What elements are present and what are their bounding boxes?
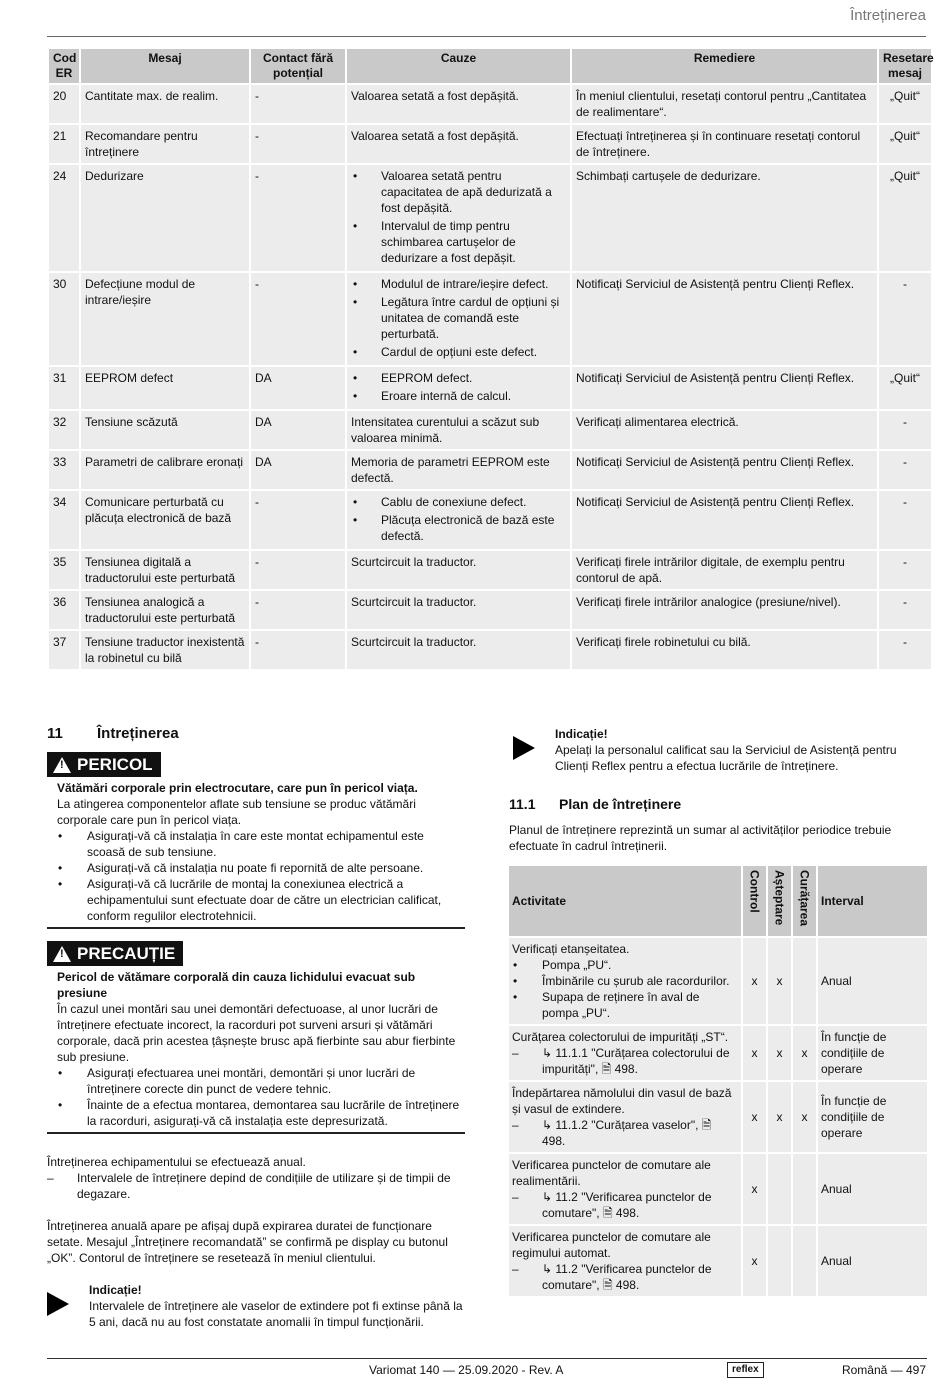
list-item: • Valoarea setată pentru capacitatea de apă dedurizată a fost depășită.: [351, 168, 566, 216]
table-cell: 32: [49, 411, 79, 449]
activity-title: Verificarea punctelor de comutare ale regimului automat.: [512, 1230, 711, 1260]
table-row: [49, 491, 931, 549]
clean-mark: x: [793, 1082, 816, 1152]
note-box: [509, 726, 927, 774]
section-heading: [47, 726, 465, 742]
col-contact: Contact fără potențial: [251, 49, 345, 83]
causes-cell: [347, 125, 570, 163]
danger-title: Vătămări corporale prin electrocutare, care pun în pericol viața.: [57, 781, 418, 795]
interval-cell: Anual: [818, 1226, 927, 1296]
table-cell: Defecțiune modul de intrare/ieșire: [81, 273, 249, 365]
list-item: • Asigurați efectuarea unei montări, demontări și unor lucrări de întreținere corecte din punct de vedere tehnic.: [57, 1065, 465, 1097]
clean-mark: [793, 1226, 816, 1296]
subsection-heading: [509, 796, 927, 812]
table-cell: Recomandare pentru întreținere: [81, 125, 249, 163]
table-cell: -: [879, 491, 931, 549]
causes-cell: [347, 591, 570, 629]
subsection-title: Plan de întreținere: [559, 796, 682, 812]
section-number: 11: [47, 725, 63, 742]
error-table: [47, 47, 933, 671]
table-cell: -: [251, 591, 345, 629]
reflex-logo: reflex: [727, 1362, 764, 1378]
divider: [47, 927, 465, 929]
interval-cell: În funcție de condițiile de operare: [818, 1082, 927, 1152]
table-cell: 31: [49, 367, 79, 409]
table-row: [49, 551, 931, 589]
table-cell: -: [251, 631, 345, 669]
cause-text: Intensitatea curentului a scăzut sub valoarea minimă.: [351, 415, 540, 445]
table-row: [49, 591, 931, 629]
table-row: [509, 1154, 927, 1224]
list-item: • EEPROM defect.: [351, 370, 566, 386]
table-cell: Parametri de calibrare eronați: [81, 451, 249, 489]
table-cell: 33: [49, 451, 79, 489]
list-item: • Supapa de reținere în aval de pompa „PU“.: [512, 989, 738, 1021]
cross-reference-link[interactable]: – ↳ 11.1.1 "Curățarea colectorului de impurități", 🗎 498.: [512, 1045, 738, 1077]
wait-mark: [768, 1154, 791, 1224]
note-text: Apelați la personalul calificat sau la Serviciul de Asistență pentru Clienți Reflex pentru a efectua lucrările de întreținere.: [555, 743, 897, 773]
col-clean: Curățarea: [793, 866, 816, 936]
table-cell: Tensiune traductor inexistentă la robinetul cu bilă: [81, 631, 249, 669]
interval-cell: Anual: [818, 938, 927, 1024]
list-item: • Asigurați-vă că instalația nu poate fi repornită de alte persoane.: [57, 860, 465, 876]
col-interval: Interval: [818, 866, 927, 936]
caution-badge: ! PRECAUȚIE: [47, 941, 183, 966]
cross-reference-link[interactable]: – ↳ 11.1.2 "Curățarea vaselor", 🗎 498.: [512, 1117, 738, 1149]
cross-reference-link[interactable]: – ↳ 11.2 "Verificarea punctelor de comutare", 🗎 498.: [512, 1189, 738, 1221]
causes-cell: [347, 273, 570, 365]
activity-cell: [509, 1226, 741, 1296]
col-causes: Cauze: [347, 49, 570, 83]
table-cell: -: [251, 165, 345, 271]
table-cell: Verificați alimentarea electrică.: [572, 411, 877, 449]
table-row: [49, 367, 931, 409]
col-remedy: Remediere: [572, 49, 877, 83]
table-row: [49, 411, 931, 449]
table-cell: Notificați Serviciul de Asistență pentru Clienți Reflex.: [572, 491, 877, 549]
causes-cell: [347, 631, 570, 669]
table-row: [509, 1026, 927, 1080]
activity-title: Curățarea colectorului de impurități „ST“.: [512, 1030, 729, 1044]
arrow-right-icon: [513, 736, 535, 760]
table-cell: -: [251, 85, 345, 123]
footer-divider: [47, 1358, 927, 1359]
table-cell: „Quit“: [879, 85, 931, 123]
caution-title: Pericol de vătămare corporală din cauza lichidului evacuat sub presiune: [57, 970, 416, 1000]
table-row: [49, 125, 931, 163]
warning-triangle-icon: [53, 757, 71, 773]
footer-doc: Variomat 140 — 25.09.2020 - Rev. A: [369, 1363, 564, 1377]
caution-list: [57, 1065, 465, 1129]
table-cell: „Quit“: [879, 125, 931, 163]
danger-text: La atingerea componentelor aflate sub tensiune se produc vătămări corporale care pun în pericol viața.: [57, 797, 416, 827]
list-item: • Înainte de a efectua montarea, demontarea sau lucrările de întreținere la racorduri, asigurați-vă că instalația este depresurizată.: [57, 1097, 465, 1129]
header-divider: [47, 36, 926, 37]
list-item: • Eroare internă de calcul.: [351, 388, 566, 404]
activity-cell: [509, 938, 741, 1024]
table-cell: -: [251, 491, 345, 549]
note-box: [47, 1282, 465, 1330]
cause-text: Scurtcircuit la traductor.: [351, 595, 477, 609]
table-row: [49, 85, 931, 123]
plan-intro: Planul de întreținere reprezintă un sumar al activităților periodice trebuie efectuate în cadrul întreținerii.: [509, 823, 892, 853]
list-item: • Pompa „PU“.: [512, 957, 738, 973]
col-reset: Resetare mesaj: [879, 49, 931, 83]
table-cell: 36: [49, 591, 79, 629]
interval-cell: Anual: [818, 1154, 927, 1224]
control-mark: x: [743, 1026, 766, 1080]
table-cell: Efectuați întreținerea și în continuare resetați contorul de întreținere.: [572, 125, 877, 163]
causes-cell: [347, 491, 570, 549]
table-cell: 35: [49, 551, 79, 589]
col-code: Cod ER: [49, 49, 79, 83]
section-title: Întreținerea: [97, 725, 179, 742]
note-title: Indicație!: [555, 727, 608, 741]
control-mark: x: [743, 1154, 766, 1224]
control-mark: x: [743, 1082, 766, 1152]
note-title: Indicație!: [89, 1283, 142, 1297]
cause-text: Valoarea setată a fost depășită.: [351, 89, 519, 103]
table-cell: „Quit“: [879, 367, 931, 409]
list-item: • Asigurați-vă că lucrările de montaj la conexiunea electrică a echipamentului sunt efectuate doar de către un electrician calificat, conform regulilor electrotehnicii.: [57, 876, 465, 924]
page-header-title: Întreținerea: [850, 7, 926, 24]
error-table-header: [49, 49, 931, 83]
list-item: • Asigurați-vă că instalația în care este montat echipamentul este scoasă de sub tensiune.: [57, 828, 465, 860]
activity-title: Îndepărtarea nămolului din vasul de bază și vasul de extindere.: [512, 1086, 732, 1116]
list-item: • Intervalul de timp pentru schimbarea cartușelor de dedurizare a fost depășit.: [351, 218, 566, 266]
causes-cell: [347, 411, 570, 449]
table-cell: Verificați firele intrărilor analogice (presiune/nivel).: [572, 591, 877, 629]
table-cell: -: [251, 125, 345, 163]
list-item: • Cablu de conexiune defect.: [351, 494, 566, 510]
table-cell: Cantitate max. de realim.: [81, 85, 249, 123]
cause-text: Valoarea setată a fost depășită.: [351, 129, 519, 143]
table-cell: -: [879, 451, 931, 489]
activity-cell: [509, 1082, 741, 1152]
table-row: [509, 1226, 927, 1296]
col-message: Mesaj: [81, 49, 249, 83]
table-row: [49, 631, 931, 669]
wait-mark: x: [768, 1082, 791, 1152]
danger-box: [47, 752, 465, 929]
danger-list: [57, 828, 465, 924]
table-cell: Tensiunea analogică a traductorului este perturbată: [81, 591, 249, 629]
arrow-right-icon: [47, 1292, 69, 1316]
table-cell: DA: [251, 367, 345, 409]
list-item: • Plăcuța electronică de bază este defectă.: [351, 512, 566, 544]
divider: [47, 1132, 465, 1134]
causes-cell: [347, 165, 570, 271]
table-cell: Notificați Serviciul de Asistență pentru Clienți Reflex.: [572, 273, 877, 365]
right-column: [509, 726, 927, 1298]
table-cell: Dedurizare: [81, 165, 249, 271]
col-wait: Așteptare: [768, 866, 791, 936]
caution-box: [47, 941, 465, 1134]
table-cell: Verificați firele robinetului cu bilă.: [572, 631, 877, 669]
table-cell: -: [879, 551, 931, 589]
list-item: • Cardul de opțiuni este defect.: [351, 344, 566, 360]
table-cell: 21: [49, 125, 79, 163]
wait-mark: x: [768, 938, 791, 1024]
cause-text: Scurtcircuit la traductor.: [351, 555, 477, 569]
wait-mark: x: [768, 1026, 791, 1080]
table-cell: În meniul clientului, resetați contorul pentru „Cantitatea de realimentare“.: [572, 85, 877, 123]
table-cell: EEPROM defect: [81, 367, 249, 409]
cross-reference-link[interactable]: – ↳ 11.2 "Verificarea punctelor de comutare", 🗎 498.: [512, 1261, 738, 1293]
table-cell: Tensiunea digitală a traductorului este perturbată: [81, 551, 249, 589]
table-cell: DA: [251, 451, 345, 489]
left-column: [47, 726, 465, 1330]
col-control: Control: [743, 866, 766, 936]
table-cell: -: [251, 273, 345, 365]
list-item: • Legătura între cardul de opțiuni și unitatea de comandă este perturbată.: [351, 294, 566, 342]
list-item: • Modulul de intrare/ieșire defect.: [351, 276, 566, 292]
table-cell: Comunicare perturbată cu plăcuța electronică de bază: [81, 491, 249, 549]
activity-title: Verificarea punctelor de comutare ale realimentării.: [512, 1158, 711, 1188]
warning-triangle-icon: [53, 946, 71, 962]
table-cell: Tensiune scăzută: [81, 411, 249, 449]
danger-badge: ! PERICOL: [47, 752, 161, 777]
table-cell: „Quit“: [879, 165, 931, 271]
table-row: [49, 451, 931, 489]
note-text: Intervalele de întreținere ale vaselor de extindere pot fi extinse până la 5 ani, dacă nu au fost constatate anomalii în timpul funcționării.: [89, 1299, 463, 1329]
list-item: • Îmbinările cu șurub ale racordurilor.: [512, 973, 738, 989]
table-cell: 34: [49, 491, 79, 549]
body-paragraph-1: Întreținerea echipamentului se efectuează anual.: [47, 1155, 306, 1169]
table-cell: Notificați Serviciul de Asistență pentru Clienți Reflex.: [572, 451, 877, 489]
table-row: [509, 1082, 927, 1152]
interval-cell: În funcție de condițiile de operare: [818, 1026, 927, 1080]
table-cell: 30: [49, 273, 79, 365]
causes-cell: [347, 85, 570, 123]
table-cell: 37: [49, 631, 79, 669]
table-cell: DA: [251, 411, 345, 449]
cause-text: Memoria de parametri EEPROM este defectă.: [351, 455, 550, 485]
table-cell: 24: [49, 165, 79, 271]
causes-cell: [347, 451, 570, 489]
caution-text: În cazul unei montări sau unei demontări defectuoase, al unor lucrări de întreținere efectuate incorect, la racorduri pot surveni arsuri și vătămări corporale, dacă prin acestea țâșnește brusc apă fierbinte sau abur fierbinte sub presiune.: [57, 1002, 456, 1064]
clean-mark: x: [793, 1026, 816, 1080]
cause-text: Scurtcircuit la traductor.: [351, 635, 477, 649]
table-row: [509, 938, 927, 1024]
table-row: [49, 165, 931, 271]
control-mark: x: [743, 1226, 766, 1296]
clean-mark: [793, 1154, 816, 1224]
col-activity: Activitate: [509, 866, 741, 936]
table-cell: -: [879, 273, 931, 365]
body-dash-item: – Intervalele de întreținere depind de condițiile de utilizare și de timpii de degazare.: [47, 1170, 465, 1202]
table-cell: -: [251, 551, 345, 589]
plan-table-header: [509, 866, 927, 936]
subsection-number: 11.1: [509, 796, 536, 812]
wait-mark: [768, 1226, 791, 1296]
table-cell: -: [879, 591, 931, 629]
table-cell: -: [879, 631, 931, 669]
activity-cell: [509, 1026, 741, 1080]
clean-mark: [793, 938, 816, 1024]
body-paragraph-2: Întreținerea anuală apare pe afișaj după expirarea duratei de funcționare setate. Mesajul „Întreținere recomandată” se confirmă pe display cu butonul „OK”. Contorul de întreținere se resetează în meniul clientului.: [47, 1219, 448, 1265]
table-cell: Notificați Serviciul de Asistență pentru Clienți Reflex.: [572, 367, 877, 409]
activity-title: Verificați etanșeitatea.: [512, 942, 630, 956]
maintenance-plan-table: [507, 864, 929, 1298]
causes-cell: [347, 367, 570, 409]
control-mark: x: [743, 938, 766, 1024]
table-cell: Schimbați cartușele de dedurizare.: [572, 165, 877, 271]
table-cell: Verificați firele intrărilor digitale, de exemplu pentru contorul de apă.: [572, 551, 877, 589]
table-cell: -: [879, 411, 931, 449]
activity-cell: [509, 1154, 741, 1224]
table-cell: 20: [49, 85, 79, 123]
footer-page: Română — 497: [841, 1363, 926, 1377]
table-row: [49, 273, 931, 365]
causes-cell: [347, 551, 570, 589]
